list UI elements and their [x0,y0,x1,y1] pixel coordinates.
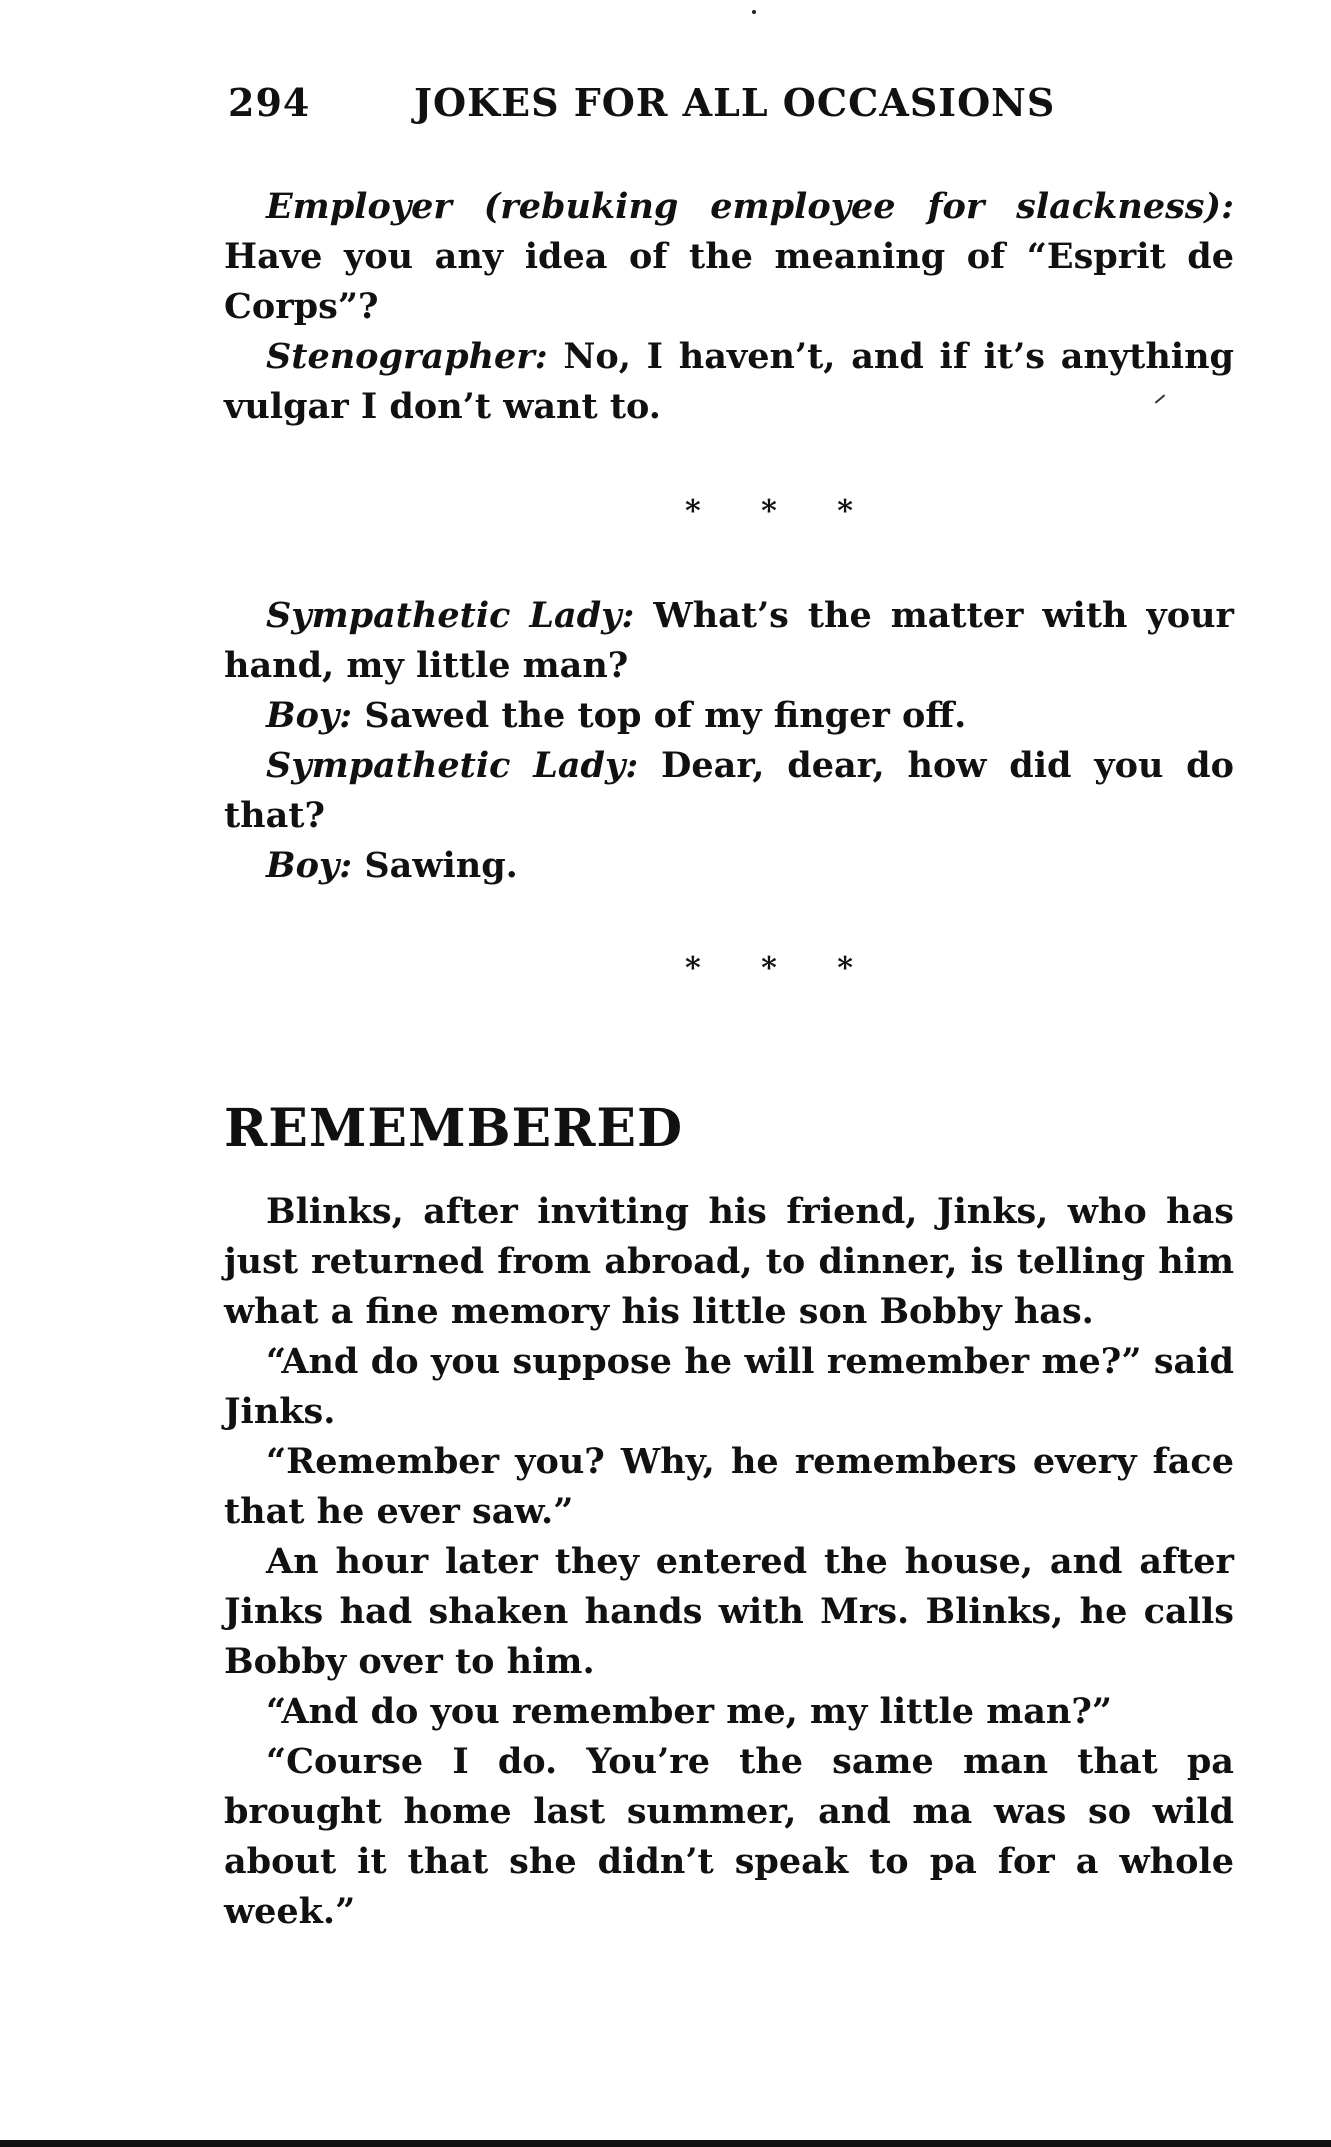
dialogue-text: Sawed the top of my finger off. [352,695,967,736]
dialogue-text: No, I haven’t, and if it’s anything vulgar I don’t want to. [224,336,1234,427]
speaker-label: Stenographer: [266,336,548,377]
story-remembered [224,1187,1234,1937]
dialogue-line [224,841,1234,891]
joke-sympathetic-lady [224,591,1234,891]
dialogue-line [224,741,1234,841]
running-title: JOKES FOR ALL OCCASIONS [414,80,1056,125]
story-paragraph: Blinks, after inviting his friend, Jinks, who has just returned from abroad, to dinner, is telling him what a fine memory his little son Bobby has. [224,1191,1234,1332]
dialogue-text: What’s the matter with your hand, my little man? [224,595,1234,686]
dialogue-text: Have you any idea of the meaning of “Esprit de Corps”? [224,236,1234,327]
book-page [224,70,1234,1937]
story-paragraph: “And do you suppose he will remember me?” said Jinks. [224,1341,1234,1432]
dialogue-line [224,591,1234,691]
dialogue-text: Sawing. [352,845,518,886]
section-heading: REMEMBERED [224,1098,684,1159]
dialogue-text: Dear, dear, how did you do that? [224,745,1235,836]
section-separator: * * * [685,494,853,529]
print-speck [752,10,756,14]
dialogue-line [224,691,1234,741]
page-header [224,70,1234,130]
speaker-label: Sympathetic Lady: [266,595,635,636]
section-separator: * * * [685,951,853,986]
story-paragraph: An hour later they entered the house, and after Jinks had shaken hands with Mrs. Blinks, he calls Bobby over to him. [224,1541,1234,1682]
speaker-label: Boy: [266,695,353,736]
story-paragraph: “Remember you? Why, he remembers every face that he ever saw.” [224,1441,1234,1532]
page-bottom-edge [0,2140,1331,2147]
speaker-label: Sympathetic Lady: [266,745,639,786]
page-number: 294 [228,80,311,125]
speaker-label: Boy: [266,845,353,886]
dialogue-line [224,332,1234,432]
story-paragraph: “Course I do. You’re the same man that pa brought home last summer, and ma was so wild about it that she didn’t speak to pa for a whole week.” [224,1741,1234,1932]
dialogue-line [224,182,1234,332]
speaker-label: Employer (rebuking employee for slackness): [266,186,1234,227]
story-paragraph: “And do you remember me, my little man?” [266,1691,1112,1732]
joke-employer-stenographer [224,182,1234,432]
